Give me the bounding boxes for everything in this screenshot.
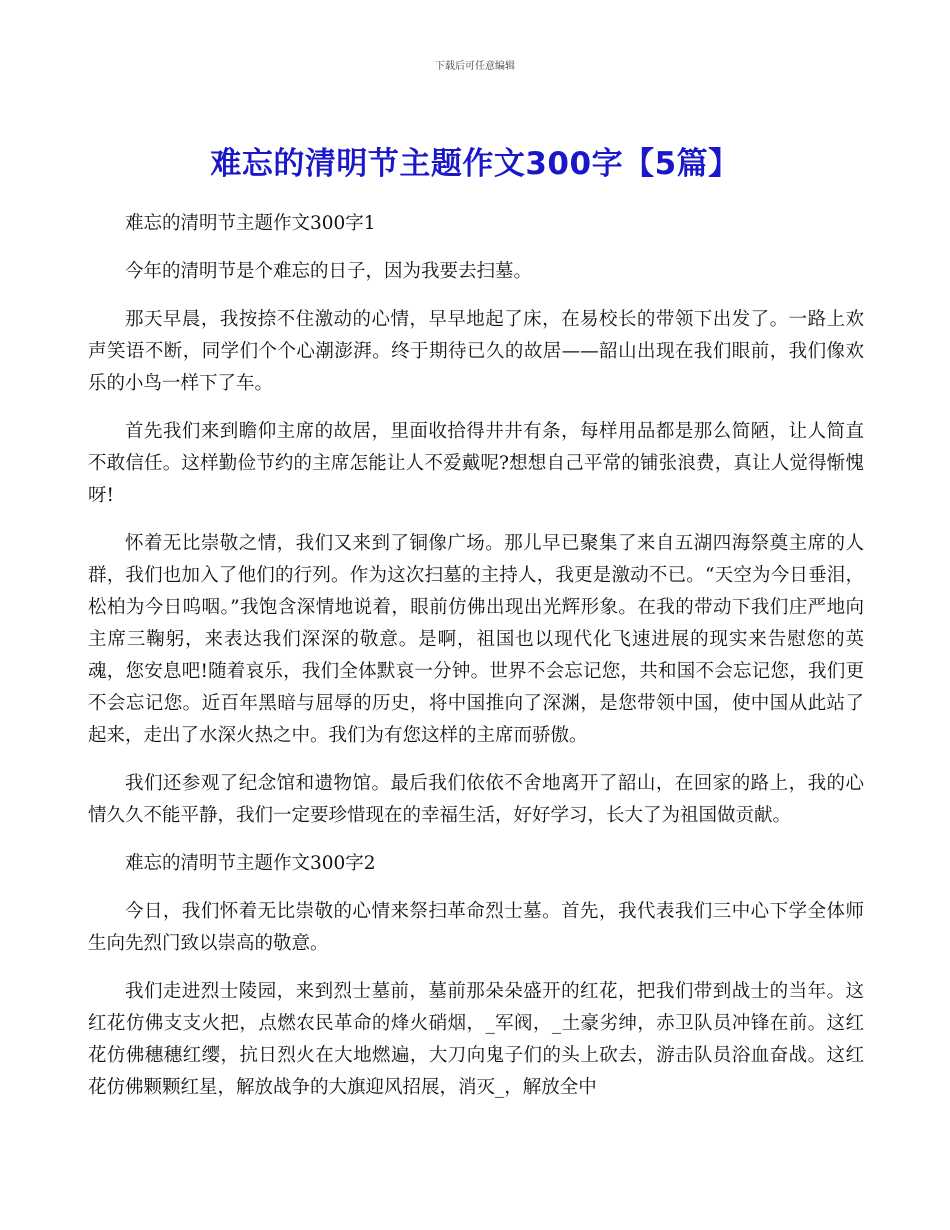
- paragraph: 那天早晨，我按捺不住激动的心情，早早地起了床，在易校长的带领下出发了。一路上欢声笑语不断，同学们个个心潮澎湃。终于期待已久的故居——韶山出现在我们眼前，我们像欢乐的小鸟一样下了车。: [88, 309, 864, 394]
- paragraph: 今年的清明节是个难忘的日子，因为我要去扫墓。: [125, 261, 533, 282]
- section-heading: 难忘的清明节主题作文300字1: [125, 213, 376, 234]
- paragraph: 怀着无比崇敬之情，我们又来到了铜像广场。那儿早已聚集了来自五湖四海祭奠主席的人群，我们也加入了他们的行列。作为这次扫墓的主持人，我更是激动不已。“天空为今日垂泪，松柏为今日呜咽。”我饱含深情地说着，眼前仿佛出现出光辉形象。在我的带动下我们庄严地向主席三鞠躬，来表达我们深深的敬意。是啊，祖国也以现代化飞速进展的现实来告慰您的英魂，您安息吧!随着哀乐，我们全体默哀一分钟。世界不会忘记您，共和国不会忘记您，我们更不会忘记您。近百年黑暗与屈辱的历史，将中国推向了深渊，是您带领中国，使中国从此站了起来，走出了水深火热之中。我们为有您这样的主席而骄傲。: [88, 533, 864, 746]
- section-heading: 难忘的清明节主题作文300字2: [125, 853, 376, 874]
- paragraph: 我们还参观了纪念馆和遗物馆。最后我们依依不舍地离开了韶山，在回家的路上，我的心情久久不能平静，我们一定要珍惜现在的幸福生活，好好学习，长大了为祖国做贡献。: [88, 773, 864, 826]
- paragraph: 我们走进烈士陵园，来到烈士墓前，墓前那朵朵盛开的红花，把我们带到战士的当年。这红花仿佛支支火把，点燃农民革命的烽火硝烟，_军阀，_土豪劣绅，赤卫队员冲锋在前。这红花仿佛穗穗红缨，抗日烈火在大地燃遍，大刀向鬼子们的头上砍去，游击队员浴血奋战。这红花仿佛颗颗红星，解放战争的大旗迎风招展，消灭_，解放全中: [88, 981, 864, 1098]
- paragraph: 首先我们来到瞻仰主席的故居，里面收拾得井井有条，每样用品都是那么简陋，让人简直不敢信任。这样勤俭节约的主席怎能让人不爱戴呢?想想自己平常的铺张浪费，真让人觉得惭愧呀!: [88, 421, 864, 506]
- document-title: 难忘的清明节主题作文300字【5篇】: [210, 146, 740, 182]
- paragraph: 今日，我们怀着无比崇敬的心情来祭扫革命烈士墓。首先，我代表我们三中心下学全体师生向先烈门致以崇高的敬意。: [88, 901, 864, 954]
- document-body: [88, 208, 864, 1120]
- header-note: 下载后可任意编辑: [435, 61, 515, 72]
